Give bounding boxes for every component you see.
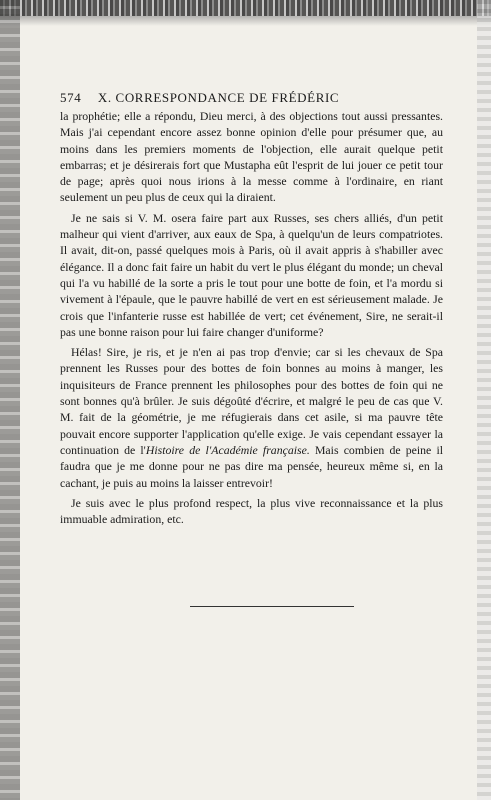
running-header [60, 90, 445, 106]
scan-edge-right [477, 0, 491, 800]
scan-edge-left [0, 0, 20, 800]
paragraph-2: Je ne sais si V. M. osera faire part aux Russes, ses chers alliés, d'un petit malheur qui vient d'arriver, aux eaux de Spa, à quelqu'un de leurs compatriotes. Il avait, dit-on, passé quelques mois à Paris, où il avait appris à s'habiller avec élégance. Il a donc fait faire un habit du vert le plus élégant du monde; un cheval qui l'a vu habillé de la sorte a pris le tout pour une botte de foin, et l'a mordu si vivement à l'épaule, que le pauvre habillé de vert en est sérieusement malade. Je crois que l'infanterie russe est habillée de vert; cet événement, Sire, ne serait-il pas une bonne raison pour lui faire changer d'uniforme? [60, 210, 443, 339]
paragraph-1: la prophétie; elle a répondu, Dieu merci, à des objections tout aussi pressantes. Mais j'ai cependant encore assez bonne opinion d'elle pour présumer que, au moins dans les premiers moments de l'objection, elle aurait quelque petit embarras; et je désirerais fort que Mustapha eût l'esprit de lui jouer ce petit tour de page; après quoi nous irions à la messe comme à l'ordinaire, en riant seulement un peu plus de ceux qui la diraient. [60, 109, 443, 205]
page-number: 574 [60, 90, 82, 105]
scan-edge-top [0, 0, 491, 16]
running-title: X. CORRESPONDANCE DE FRÉDÉRIC [97, 90, 340, 105]
page-body [60, 108, 443, 531]
paragraph-3-text-b: Mais combien de peine il faudra que je me donne pour ne pas dire ma pensée, heureux même si, en la cachant, je puis au moins la laisser entrevoir! [60, 442, 443, 490]
paragraph-3 [60, 344, 443, 491]
paragraph-3-text-a: Hélas! Sire, je ris, et je n'en ai pas trop d'envie; car si les chevaux de Spa prennent les Russes pour des bottes de foin bonnes au moins à manger, les inquisiteurs de France prennent les philosophes pour des bottes de foin qui ne sont bonnes qu'à brûler. Je suis dégoûté d'écrire, et malgré le peu de cas que V. M. fait de la géométrie, je me réfugierais dans cet asile, si ma pauvre tête pouvait encore supporter l'application qu'elle exige. Je vais cependant essayer la continuation de l' [60, 345, 443, 457]
paragraph-4: Je suis avec le plus profond respect, la plus vive reconnaissance et la plus immuable admiration, etc. [60, 495, 443, 527]
scan-shadow-top [0, 16, 491, 26]
book-title: Histoire de l'Académie française. [145, 442, 310, 457]
end-rule [190, 606, 354, 607]
